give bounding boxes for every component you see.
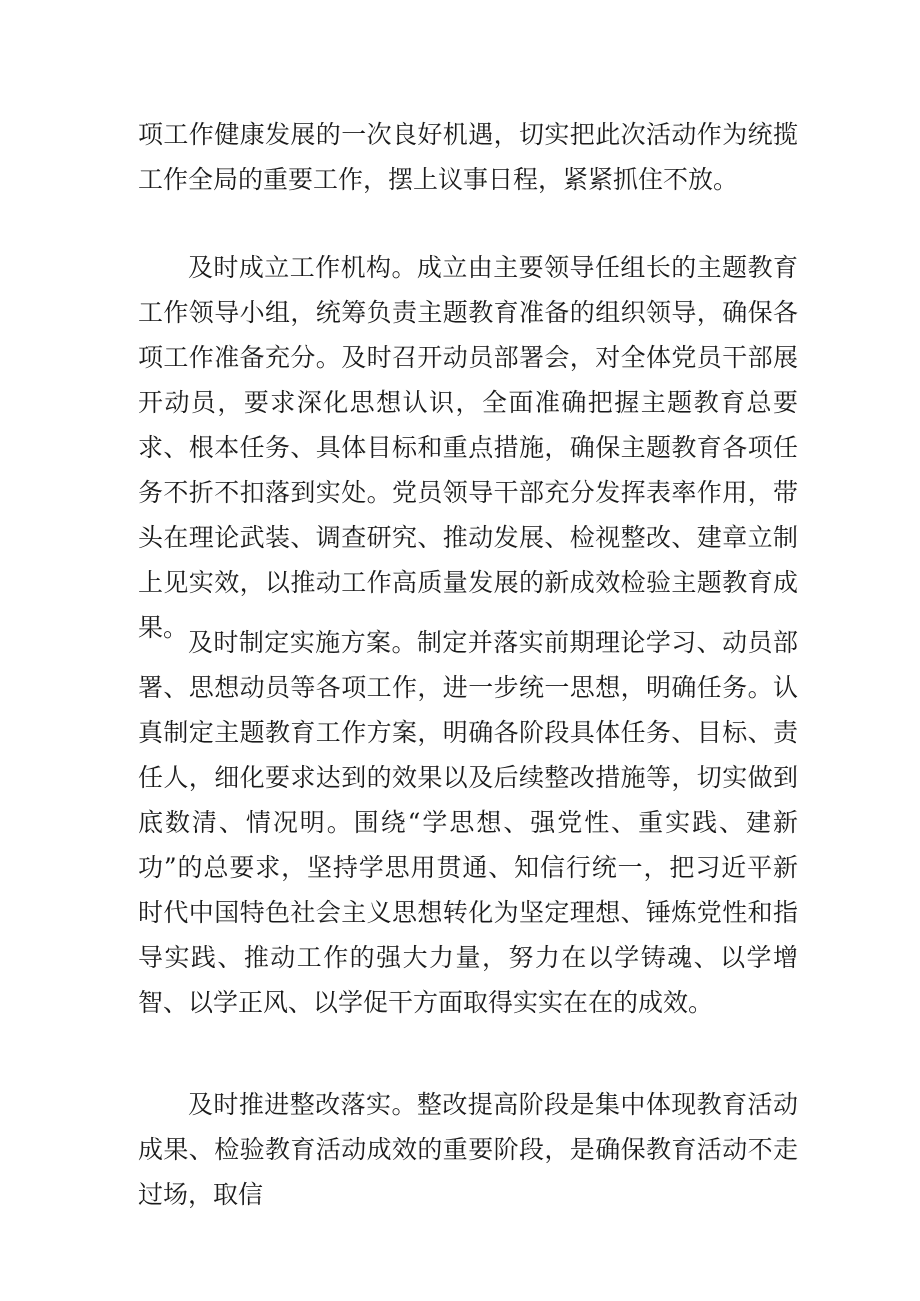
paragraph-continuation: 项工作健康发展的一次良好机遇，切实把此次活动作为统揽工作全局的重要工作，摆上议事日程，紧紧抓住不放。 [138, 120, 798, 194]
paragraph-work-organization: 及时成立工作机构。成立由主要领导任组长的主题教育工作领导小组，统筹负责主题教育准备的组织领导，确保各项工作准备充分。及时召开动员部署会，对全体党员干部展开动员，要求深化思想认识，全面准确把握主题教育总要求、根本任务、具体目标和重点措施，确保主题教育各项任务不折不扣落到实处。党员领导干部充分发挥表率作用，带头在理论武装、调查研究、推动发展、检视整改、建章立制上见实效，以推动工作高质量发展的新成效检验主题教育成果。 [138, 253, 798, 642]
paragraph-implementation-plan: 及时制定实施方案。制定并落实前期理论学习、动员部署、思想动员等各项工作，进一步统一思想，明确任务。认真制定主题教育工作方案，明确各阶段具体任务、目标、责任人，细化要求达到的效果以及后续整改措施等，切实做到底数清、情况明。围绕“学思想、强党性、重实践、建新功”的总要求，坚持学思用贯通、知信行统一，把习近平新时代中国特色社会主义思想转化为坚定理想、锤炼党性和指导实践、推动工作的强大力量，努力在以学铸魂、以学增智、以学正风、以学促干方面取得实实在在的成效。 [138, 628, 798, 1017]
paragraph-rectification: 及时推进整改落实。整改提高阶段是集中体现教育活动成果、检验教育活动成效的重要阶段，是确保教育活动不走过场，取信 [138, 1090, 798, 1209]
